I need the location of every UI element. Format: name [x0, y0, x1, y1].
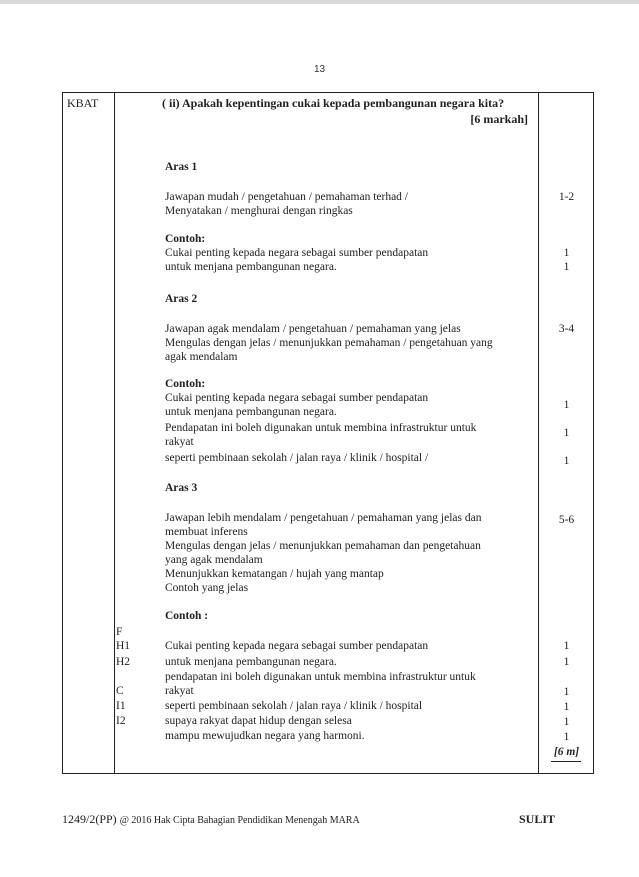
level-3-example-line: pendapatan ini boleh digunakan untuk membina infrastruktur untuk — [165, 671, 476, 683]
level-2-example-line: rakyat — [165, 436, 194, 448]
total-marks: [6 m] — [553, 746, 580, 758]
level-2-example-mark: 1 — [563, 399, 570, 411]
level-3-desc-line: Mengulas dengan jelas / menunjukkan pemahaman dan pengetahuan — [165, 540, 481, 552]
level-2-example-mark: 1 — [563, 427, 570, 439]
footer-left — [62, 812, 360, 827]
level-2-example-label: Contoh: — [165, 378, 206, 390]
level-1-example-line: untuk menjana pembangunan negara. — [165, 261, 337, 273]
column-divider-left — [114, 93, 115, 773]
level-3-example-mark: 1 — [563, 656, 570, 668]
level-3-example-line: mampu mewujudkan negara yang harmoni. — [165, 730, 365, 742]
level-1-heading: Aras 1 — [165, 161, 198, 173]
level-2-desc-line: Mengulas dengan jelas / menunjukkan pemahaman / pengetahuan yang — [165, 337, 493, 349]
sulit-label: SULIT — [519, 812, 556, 826]
level-3-example-mark: 1 — [563, 731, 570, 743]
copyright-text: @ 2016 Hak Cipta Bahagian Pendidikan Menengah MARA — [119, 815, 360, 826]
level-1-example-line: Cukai penting kepada negara sebagai sumber pendapatan — [165, 247, 429, 259]
level-2-example-line: Cukai penting kepada negara sebagai sumber pendapatan — [165, 392, 429, 404]
level-2-example-mark: 1 — [563, 455, 570, 467]
level-3-example-line: seperti pembinaan sekolah / jalan raya / klinik / hospital — [165, 700, 423, 712]
level-3-example-line: rakyat — [165, 685, 194, 697]
level-1-score: 1-2 — [558, 191, 575, 203]
kbat-code: H2 — [116, 656, 131, 668]
level-1-example-label: Contoh: — [165, 233, 206, 245]
level-3-example-line: Cukai penting kepada negara sebagai sumber pendapatan — [165, 640, 429, 652]
level-1-desc-line: Menyatakan / menghurai dengan ringkas — [165, 205, 353, 217]
level-2-desc-line: agak mendalam — [165, 351, 238, 363]
kbat-code: C — [116, 685, 124, 697]
level-3-example-line: supaya rakyat dapat hidup dengan selesa — [165, 715, 352, 727]
level-3-example-line: untuk menjana pembangunan negara. — [165, 656, 337, 668]
level-3-desc-line: Contoh yang jelas — [165, 582, 249, 594]
level-3-desc-line: Menunjukkan kematangan / hujah yang mantap — [165, 568, 384, 580]
level-2-desc-line: Jawapan agak mendalam / pengetahuan / pemahaman yang jelas — [165, 323, 461, 335]
scan-edge — [0, 0, 639, 4]
kbat-code: H1 — [116, 640, 131, 652]
column-divider-right — [538, 93, 539, 773]
level-2-example-line: seperti pembinaan sekolah / jalan raya / klinik / hospital / — [165, 452, 429, 464]
level-3-score: 5-6 — [558, 514, 575, 526]
marking-scheme-table — [62, 92, 594, 774]
total-underline — [551, 761, 581, 762]
level-3-example-label: Contoh : — [165, 610, 209, 622]
page-number: 13 — [313, 64, 326, 75]
question-marks: [6 markah] — [470, 112, 528, 126]
level-1-desc-line: Jawapan mudah / pengetahuan / pemahaman terhad / — [165, 191, 409, 203]
level-3-example-mark: 1 — [563, 701, 570, 713]
level-2-heading: Aras 2 — [165, 293, 198, 305]
level-2-example-line: untuk menjana pembangunan negara. — [165, 406, 337, 418]
level-3-example-mark: 1 — [563, 640, 570, 652]
level-3-heading: Aras 3 — [165, 482, 198, 494]
paper-code: 1249/2(PP) — [62, 812, 117, 826]
level-3-desc-line: yang agak mendalam — [165, 554, 263, 566]
kbat-column-header: KBAT — [67, 96, 99, 110]
level-3-desc-line: Jawapan lebih mendalam / pengetahuan / pemahaman yang jelas dan — [165, 512, 482, 524]
level-2-example-line: Pendapatan ini boleh digunakan untuk membina infrastruktur untuk — [165, 422, 477, 434]
level-3-example-mark: 1 — [563, 716, 570, 728]
level-1-example-mark: 1 — [563, 247, 570, 259]
kbat-code: I2 — [116, 715, 126, 727]
level-3-example-mark: 1 — [563, 686, 570, 698]
kbat-code: I1 — [116, 700, 126, 712]
level-2-score: 3-4 — [558, 323, 575, 335]
level-1-example-mark: 1 — [563, 261, 570, 273]
question-text: ( ii) Apakah kepentingan cukai kepada pembangunan negara kita? — [162, 96, 505, 110]
kbat-code: F — [116, 626, 123, 638]
level-3-desc-line: membuat inferens — [165, 526, 248, 538]
